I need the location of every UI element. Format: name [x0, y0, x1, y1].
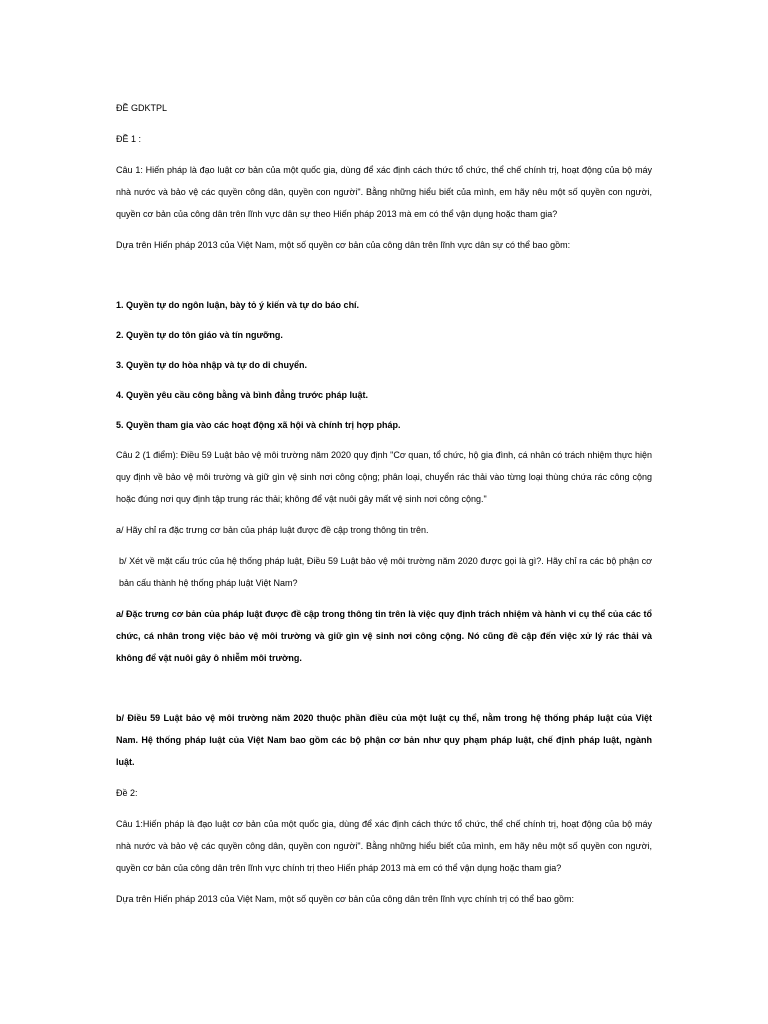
de2-intro: Dựa trên Hiến pháp 2013 của Việt Nam, một số quyền cơ bản của công dân trên lĩnh vực chính trị có thể bao gồm: [116, 894, 575, 904]
de1-answer-b: b/ Điều 59 Luật bảo vệ môi trường năm 2020 thuộc phần điều của một luật cụ thể, nằm trong hệ thống pháp luật của Việt Nam. Hệ thống pháp luật của Việt Nam bao gồm các bộ phận cơ bản như quy phạm pháp luật, chế định pháp luật, ngành luật. [116, 713, 652, 767]
document-page [116, 97, 652, 919]
de2-question-1: Câu 1:Hiến pháp là đạo luật cơ bản của một quốc gia, dùng để xác định cách thức tổ chức, thể chế chính trị, hoạt động của bộ máy nhà nước và bảo vệ các quyền công dân, quyền con người". Bằng những hiểu biết của mình, em hãy nêu một số quyền con người, quyền cơ bản của công dân trên lĩnh vực chính trị theo Hiến pháp 2013 mà em có thể vận dụng hoặc tham gia? [116, 819, 652, 873]
right-item: 3. Quyền tự do hòa nhập và tự do di chuyển. [116, 360, 308, 370]
right-item: 2. Quyền tự do tôn giáo và tín ngưỡng. [116, 330, 283, 340]
de1-answer-a: a/ Đặc trưng cơ bản của pháp luật được đề cập trong thông tin trên là việc quy định trách nhiệm và hành vi cụ thể của các tổ chức, cá nhân trong việc bảo vệ môi trường và giữ gìn vệ sinh nơi công cộng. Nó cũng đề cập đến việc xử lý rác thải và không để vật nuôi gây ô nhiễm môi trường. [116, 609, 652, 663]
de1-question-2a: a/ Hãy chỉ ra đặc trưng cơ bản của pháp luật được đề cập trong thông tin trên. [116, 525, 429, 535]
de1-heading: ĐỀ 1 : [116, 134, 142, 144]
de1-question-1: Câu 1: Hiến pháp là đạo luật cơ bản của một quốc gia, dùng để xác định cách thức tổ chức, thể chế chính trị, hoạt động của bộ máy nhà nước và bảo vệ các quyền công dân, quyền con người". Bằng những hiểu biết của mình, em hãy nêu một số quyền con người, quyền cơ bản của công dân trên lĩnh vực dân sự theo Hiến pháp 2013 mà em có thể vận dụng hoặc tham gia? [116, 165, 652, 219]
right-item: 5. Quyền tham gia vào các hoạt động xã hội và chính trị hợp pháp. [116, 420, 401, 430]
right-item: 1. Quyền tự do ngôn luận, bày tỏ ý kiến và tự do báo chí. [116, 300, 360, 310]
de1-question-2b: b/ Xét về mặt cấu trúc của hệ thống pháp luật, Điều 59 Luật bảo vệ môi trường năm 2020 được gọi là gì?. Hãy chỉ ra các bộ phận cơ bản cấu thành hệ thống pháp luật Việt Nam? [119, 556, 652, 588]
de2-heading: Đề 2: [116, 788, 138, 798]
document-title: ĐỀ GDKTPL [116, 103, 168, 113]
right-item: 4. Quyền yêu cầu công bằng và bình đẳng trước pháp luật. [116, 390, 368, 400]
de1-intro: Dựa trên Hiến pháp 2013 của Việt Nam, một số quyền cơ bản của công dân trên lĩnh vực dân sự có thể bao gồm: [116, 240, 571, 250]
de1-question-2: Câu 2 (1 điểm): Điều 59 Luật bảo vệ môi trường năm 2020 quy định "Cơ quan, tổ chức, hộ gia đình, cá nhân có trách nhiệm thực hiện quy định về bảo vệ môi trường và giữ gìn vệ sinh nơi công cộng; phân loại, chuyển rác thải vào từng loại thùng chứa rác công cộng hoặc đúng nơi quy định tập trung rác thải; không để vật nuôi gây mất vệ sinh nơi công cộng." [116, 450, 652, 504]
